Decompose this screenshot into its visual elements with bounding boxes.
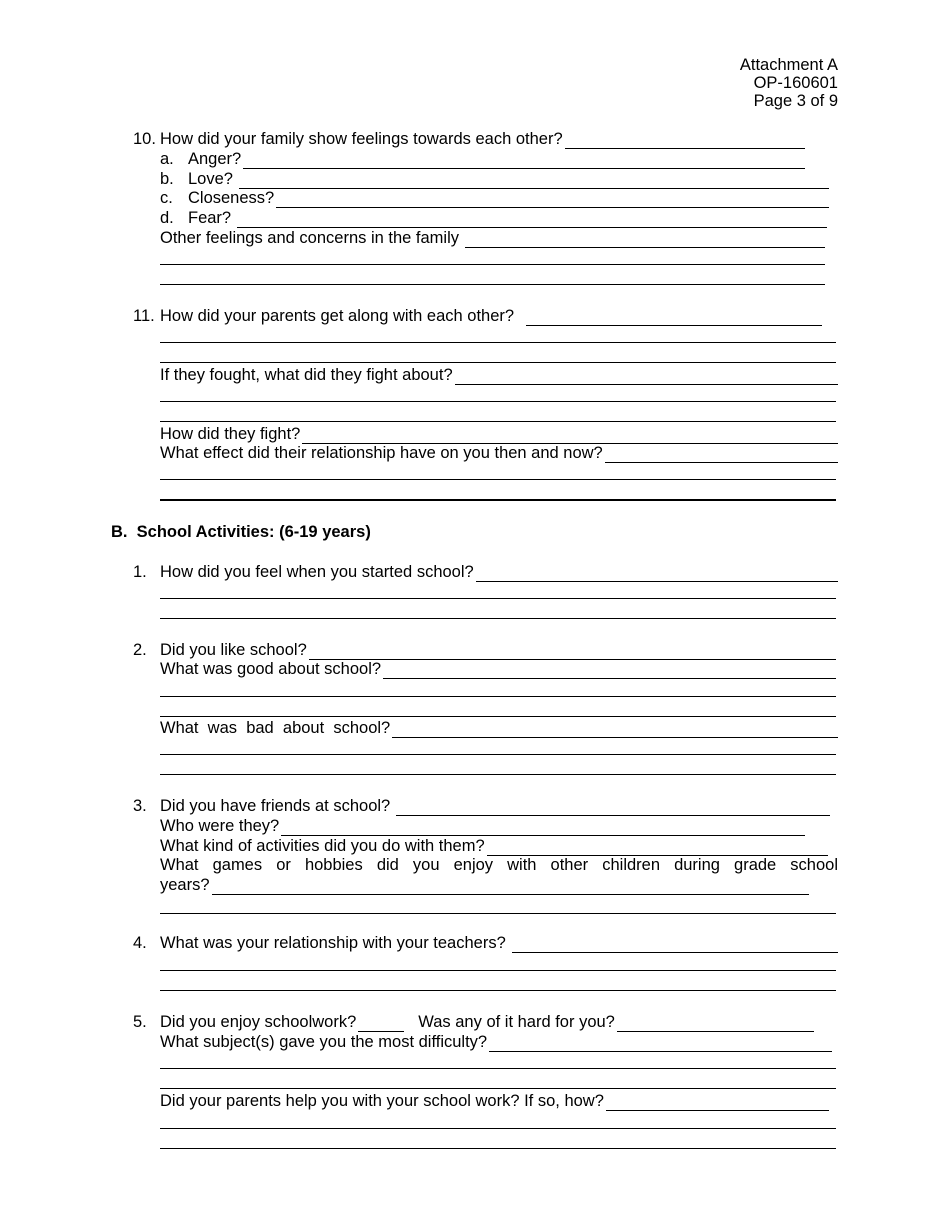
q10a-row bbox=[188, 149, 805, 169]
q10a-letter: a. bbox=[160, 150, 174, 168]
b5-parents-line-2[interactable] bbox=[160, 1148, 836, 1149]
b5-enjoy-label: Did you enjoy schoolwork? bbox=[160, 1013, 357, 1031]
q11-fought-label: If they fought, what did they fight about? bbox=[160, 366, 453, 384]
q10b-answer-field[interactable] bbox=[239, 173, 829, 189]
q11-fought-line-1[interactable] bbox=[160, 401, 836, 402]
q10c-letter: c. bbox=[160, 189, 173, 207]
b2-bad-row bbox=[160, 718, 838, 738]
b2-good-row bbox=[160, 659, 836, 679]
q11-answer-line-1[interactable] bbox=[160, 342, 836, 343]
b1-answer-line-1[interactable] bbox=[160, 598, 836, 599]
q10-number: 10. bbox=[133, 130, 156, 148]
b3-activities-label: What kind of activities did you do with them? bbox=[160, 837, 485, 855]
b3-who-label: Who were they? bbox=[160, 817, 280, 835]
b4-question-row bbox=[160, 933, 838, 953]
b2-bad-line-2[interactable] bbox=[160, 774, 836, 775]
q10c-answer-field[interactable] bbox=[276, 192, 829, 208]
b2-good-line-1[interactable] bbox=[160, 696, 836, 697]
q11-how-row bbox=[160, 424, 838, 444]
b5-subjects-line-1[interactable] bbox=[160, 1068, 836, 1069]
attachment-label: Attachment A bbox=[739, 56, 838, 74]
b2-number: 2. bbox=[133, 641, 147, 659]
q11-effect-row bbox=[160, 443, 838, 463]
q11-answer-field[interactable] bbox=[526, 310, 822, 326]
q10a-answer-field[interactable] bbox=[243, 153, 805, 169]
b5-hard-label: Was any of it hard for you? bbox=[418, 1013, 615, 1031]
b3-number: 3. bbox=[133, 797, 147, 815]
q11-effect-line-1[interactable] bbox=[160, 479, 836, 480]
b2-bad-line-1[interactable] bbox=[160, 754, 836, 755]
b3-friends-label: Did you have friends at school? bbox=[160, 797, 391, 815]
q10b-label: Love? bbox=[188, 170, 233, 188]
b3-years-row bbox=[160, 875, 809, 895]
b5-enjoy-field[interactable] bbox=[358, 1016, 404, 1032]
q10d-letter: d. bbox=[160, 209, 174, 227]
b3-who-row bbox=[160, 816, 805, 836]
q11-question-row bbox=[160, 306, 822, 326]
b2-bad-field[interactable] bbox=[392, 722, 838, 738]
b5-subjects-label: What subject(s) gave you the most difficulty? bbox=[160, 1033, 488, 1051]
b3-games-line: What games or hobbies did you enjoy with other children during grade school bbox=[160, 856, 838, 874]
b5-number: 5. bbox=[133, 1013, 147, 1031]
b2-good-line-2[interactable] bbox=[160, 716, 836, 717]
b5-enjoy-row bbox=[160, 1012, 814, 1032]
b2-good-label: What was good about school? bbox=[160, 660, 382, 678]
q10-question-row bbox=[160, 129, 805, 149]
q10d-answer-field[interactable] bbox=[237, 212, 827, 228]
b2-bad-label: What was bad about school? bbox=[160, 719, 391, 737]
b5-subjects-line-2[interactable] bbox=[160, 1088, 836, 1089]
q10-answer-field[interactable] bbox=[565, 133, 805, 149]
b5-parents-line-1[interactable] bbox=[160, 1128, 836, 1129]
q10-other-field[interactable] bbox=[465, 232, 825, 248]
b2-like-label: Did you like school? bbox=[160, 641, 307, 659]
b4-answer-line-2[interactable] bbox=[160, 990, 836, 991]
b3-friends-field[interactable] bbox=[396, 800, 830, 816]
b4-answer-line-1[interactable] bbox=[160, 970, 836, 971]
q10-answer-line-2[interactable] bbox=[160, 284, 825, 285]
section-b-letter: B. bbox=[111, 523, 128, 541]
q11-question: How did your parents get along with each other? bbox=[160, 307, 515, 325]
b4-number: 4. bbox=[133, 934, 147, 952]
b5-subjects-row bbox=[160, 1032, 832, 1052]
q11-effect-label: What effect did their relationship have on you then and now? bbox=[160, 444, 603, 462]
b3-activities-field[interactable] bbox=[487, 840, 828, 856]
q11-how-field[interactable] bbox=[302, 428, 838, 444]
q10-other-row bbox=[160, 228, 825, 248]
b2-like-field[interactable] bbox=[309, 644, 836, 660]
b5-parents-field[interactable] bbox=[606, 1095, 829, 1111]
b3-games-field[interactable] bbox=[212, 879, 809, 895]
q10-answer-line-1[interactable] bbox=[160, 264, 825, 265]
q10c-row bbox=[188, 188, 829, 208]
b3-friends-row bbox=[160, 796, 830, 816]
q11-fought-field[interactable] bbox=[455, 369, 838, 385]
b1-number: 1. bbox=[133, 563, 147, 581]
b1-answer-field[interactable] bbox=[476, 566, 838, 582]
b3-games-line-extra[interactable] bbox=[160, 913, 836, 914]
q10b-letter: b. bbox=[160, 170, 174, 188]
q11-how-label: How did they fight? bbox=[160, 425, 301, 443]
b2-good-field[interactable] bbox=[383, 663, 836, 679]
b5-subjects-field[interactable] bbox=[489, 1036, 832, 1052]
b5-parents-row bbox=[160, 1091, 829, 1111]
q11-answer-line-2[interactable] bbox=[160, 362, 836, 363]
section-b-title: School Activities: (6-19 years) bbox=[136, 523, 371, 541]
page-number: Page 3 of 9 bbox=[753, 92, 838, 110]
b1-question-row bbox=[160, 562, 838, 582]
document-code: OP-160601 bbox=[753, 74, 838, 92]
q10a-label: Anger? bbox=[188, 150, 242, 168]
b1-answer-line-2[interactable] bbox=[160, 618, 836, 619]
q11-fought-line-2[interactable] bbox=[160, 421, 836, 422]
b3-activities-row bbox=[160, 836, 828, 856]
q11-effect-line-2[interactable] bbox=[160, 499, 836, 501]
b3-years-label: years? bbox=[160, 876, 210, 894]
q10-question: How did your family show feelings towards each other? bbox=[160, 130, 563, 148]
b5-parents-label: Did your parents help you with your school work? If so, how? bbox=[160, 1092, 604, 1110]
q11-effect-field[interactable] bbox=[605, 447, 838, 463]
b3-who-field[interactable] bbox=[281, 820, 805, 836]
q10c-label: Closeness? bbox=[188, 189, 275, 207]
q10-other-label: Other feelings and concerns in the family bbox=[160, 229, 459, 247]
q11-number: 11. bbox=[133, 307, 155, 325]
document-header bbox=[740, 56, 838, 110]
b1-question: How did you feel when you started school? bbox=[160, 563, 474, 581]
b5-hard-field[interactable] bbox=[617, 1016, 814, 1032]
section-b-heading bbox=[111, 522, 371, 542]
q10d-label: Fear? bbox=[188, 209, 232, 227]
b2-like-row bbox=[160, 640, 836, 660]
q10b-row bbox=[188, 169, 829, 189]
q10d-row bbox=[188, 208, 827, 228]
b4-answer-field[interactable] bbox=[512, 937, 838, 953]
b4-question: What was your relationship with your teachers? bbox=[160, 934, 506, 952]
q11-fought-row bbox=[160, 365, 838, 385]
